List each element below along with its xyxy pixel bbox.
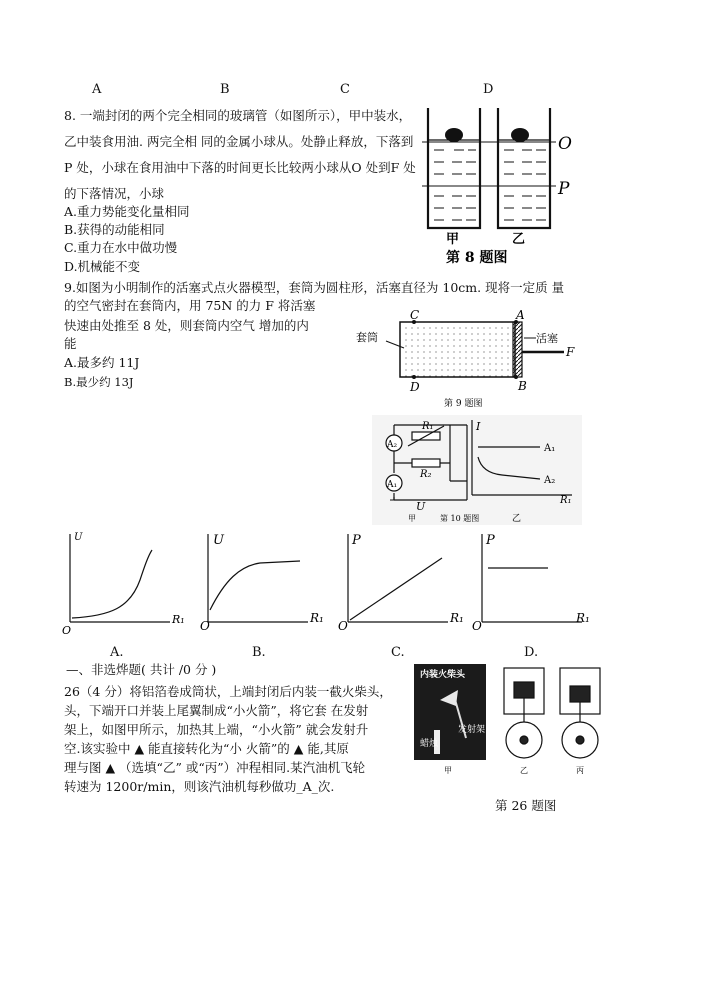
label-graph-r1: R₁	[560, 495, 572, 506]
figure-8-tubes	[410, 100, 590, 270]
q8-option-c: C.重力在水中做功慢	[64, 240, 178, 255]
q8-line: P 处，小球在食用油中下落的时间更长比较两小球从O 处到F 处	[64, 160, 416, 175]
label-a2: A₂	[387, 440, 398, 450]
q8-line: 乙中装食用油. 两完全相 同的金属小球从。处静止释放，下落到	[64, 134, 414, 149]
label-c: C	[410, 308, 420, 322]
q26-line: 理与图 ▲ （选填“乙” 或“丙”）冲程相同.某汽油机飞轮	[64, 760, 366, 775]
q8-line: 的下落情况，小球	[64, 186, 165, 201]
section-heading: —、非选烨题( 共计 /0 分 )	[66, 662, 217, 677]
graph-c-letter: C.	[391, 645, 405, 660]
figure-8-caption: 第 8 题图	[446, 250, 508, 266]
q9-option-a: A.最多约 11J	[64, 355, 140, 370]
answer-graphs	[60, 530, 600, 640]
label-o: O	[558, 134, 572, 154]
engine-yi	[504, 668, 544, 758]
figure-10	[372, 415, 582, 525]
label-fig26-bing: 丙	[576, 766, 584, 775]
figure-26	[410, 660, 610, 780]
top-option-d: D	[483, 82, 494, 97]
label-d: D	[410, 380, 420, 394]
ball-yi	[511, 128, 529, 142]
label-curve-a2: A₂	[544, 475, 556, 486]
label-jia: 甲	[446, 232, 460, 247]
q8-line: 8. 一端封闭的两个完全相同的玻璃管（如图所示），甲中装水，	[64, 108, 412, 123]
graph-a-xlabel: R₁	[172, 613, 185, 626]
q9-line: 9.如图为小明制作的活塞式点火器模型，套筒为圆柱形，活塞直径为 10cm. 现将一定质 量	[64, 280, 565, 295]
q9-option-b: B.最少约 13J	[64, 375, 134, 389]
q26-line: 架上，如图甲所示，加热其上端，“小火箭” 就会发射升	[64, 722, 369, 737]
label-piston: 活塞	[536, 332, 558, 345]
label-match-head: 内装火柴头	[420, 670, 466, 680]
q26-line: 26（4 分）将铝箔卷成筒状，上端封闭后内装一截火柴头，	[64, 684, 392, 699]
figure-10-caption: 第 10 题图	[440, 514, 480, 523]
label-launcher: 发射架	[458, 725, 486, 735]
label-fig26-jia: 甲	[444, 766, 452, 775]
graph-d-letter: D.	[524, 645, 539, 660]
top-option-c: C	[340, 82, 350, 97]
q9-line: 能	[64, 336, 77, 351]
graph-b-xlabel: R₁	[310, 611, 324, 625]
label-u: U	[416, 500, 426, 513]
figure-26-caption: 第 26 题图	[495, 798, 557, 813]
graph-d-origin: O	[472, 619, 482, 633]
q8-option-a: A.重力势能变化量相同	[64, 204, 190, 219]
graph-b-origin: O	[200, 619, 210, 633]
label-candle: 蜡烛	[420, 739, 439, 749]
graph-d-xlabel: R₁	[576, 611, 590, 625]
label-curve-a1: A₁	[544, 443, 556, 454]
q9-line: 快速由处推至 8 处，则套筒内空气 增加的内	[64, 318, 309, 333]
graph-c-ylabel: P	[352, 533, 361, 548]
figure-9-igniter	[350, 308, 580, 410]
engine-bing	[560, 668, 600, 758]
label-r1: R₁	[422, 421, 434, 432]
graph-d-ylabel: P	[486, 533, 495, 548]
label-b: B	[518, 379, 527, 393]
label-fig10-yi: 乙	[512, 514, 522, 524]
graph-b-letter: B.	[252, 645, 266, 660]
graph-b-ylabel: U	[213, 533, 224, 548]
q26-line: 空.该实验中 ▲ 能直接转化为“小 火箭”的 ▲ 能,其原	[64, 741, 349, 756]
label-r2: R₂	[420, 469, 432, 480]
label-a: A	[516, 308, 525, 322]
label-p: P	[558, 179, 570, 199]
graph-a-origin: O	[62, 624, 72, 637]
top-option-a: A	[92, 82, 102, 97]
q8-option-d: D.机械能不变	[64, 259, 141, 274]
label-i: I	[476, 420, 481, 433]
graph-c-origin: O	[338, 619, 348, 633]
label-a1: A₁	[387, 480, 398, 490]
figure-9-caption: 第 9 题图	[444, 399, 483, 409]
top-option-b: B	[220, 82, 230, 97]
label-yi: 乙	[512, 232, 526, 247]
label-f: F	[566, 345, 575, 359]
q26-line: 头，下端开口并装上尾翼制成“小火箭”，将它套 在发射	[64, 703, 369, 718]
graph-a-letter: A.	[110, 645, 124, 660]
label-fig26-yi: 乙	[520, 766, 528, 775]
graph-c-xlabel: R₁	[450, 611, 464, 625]
q26-line: 转速为 1200r/min，则该汽油机每秒做功_A_次.	[64, 779, 335, 794]
ball-jia	[445, 128, 463, 142]
label-fig10-jia: 甲	[408, 514, 416, 523]
q8-option-b: B.获得的动能相同	[64, 222, 165, 237]
q9-line: 的空气密封在套筒内，用 75N 的力 F 将活塞	[64, 298, 316, 313]
label-sleeve: 套筒	[356, 331, 378, 344]
graph-a-ylabel: U	[74, 532, 83, 543]
